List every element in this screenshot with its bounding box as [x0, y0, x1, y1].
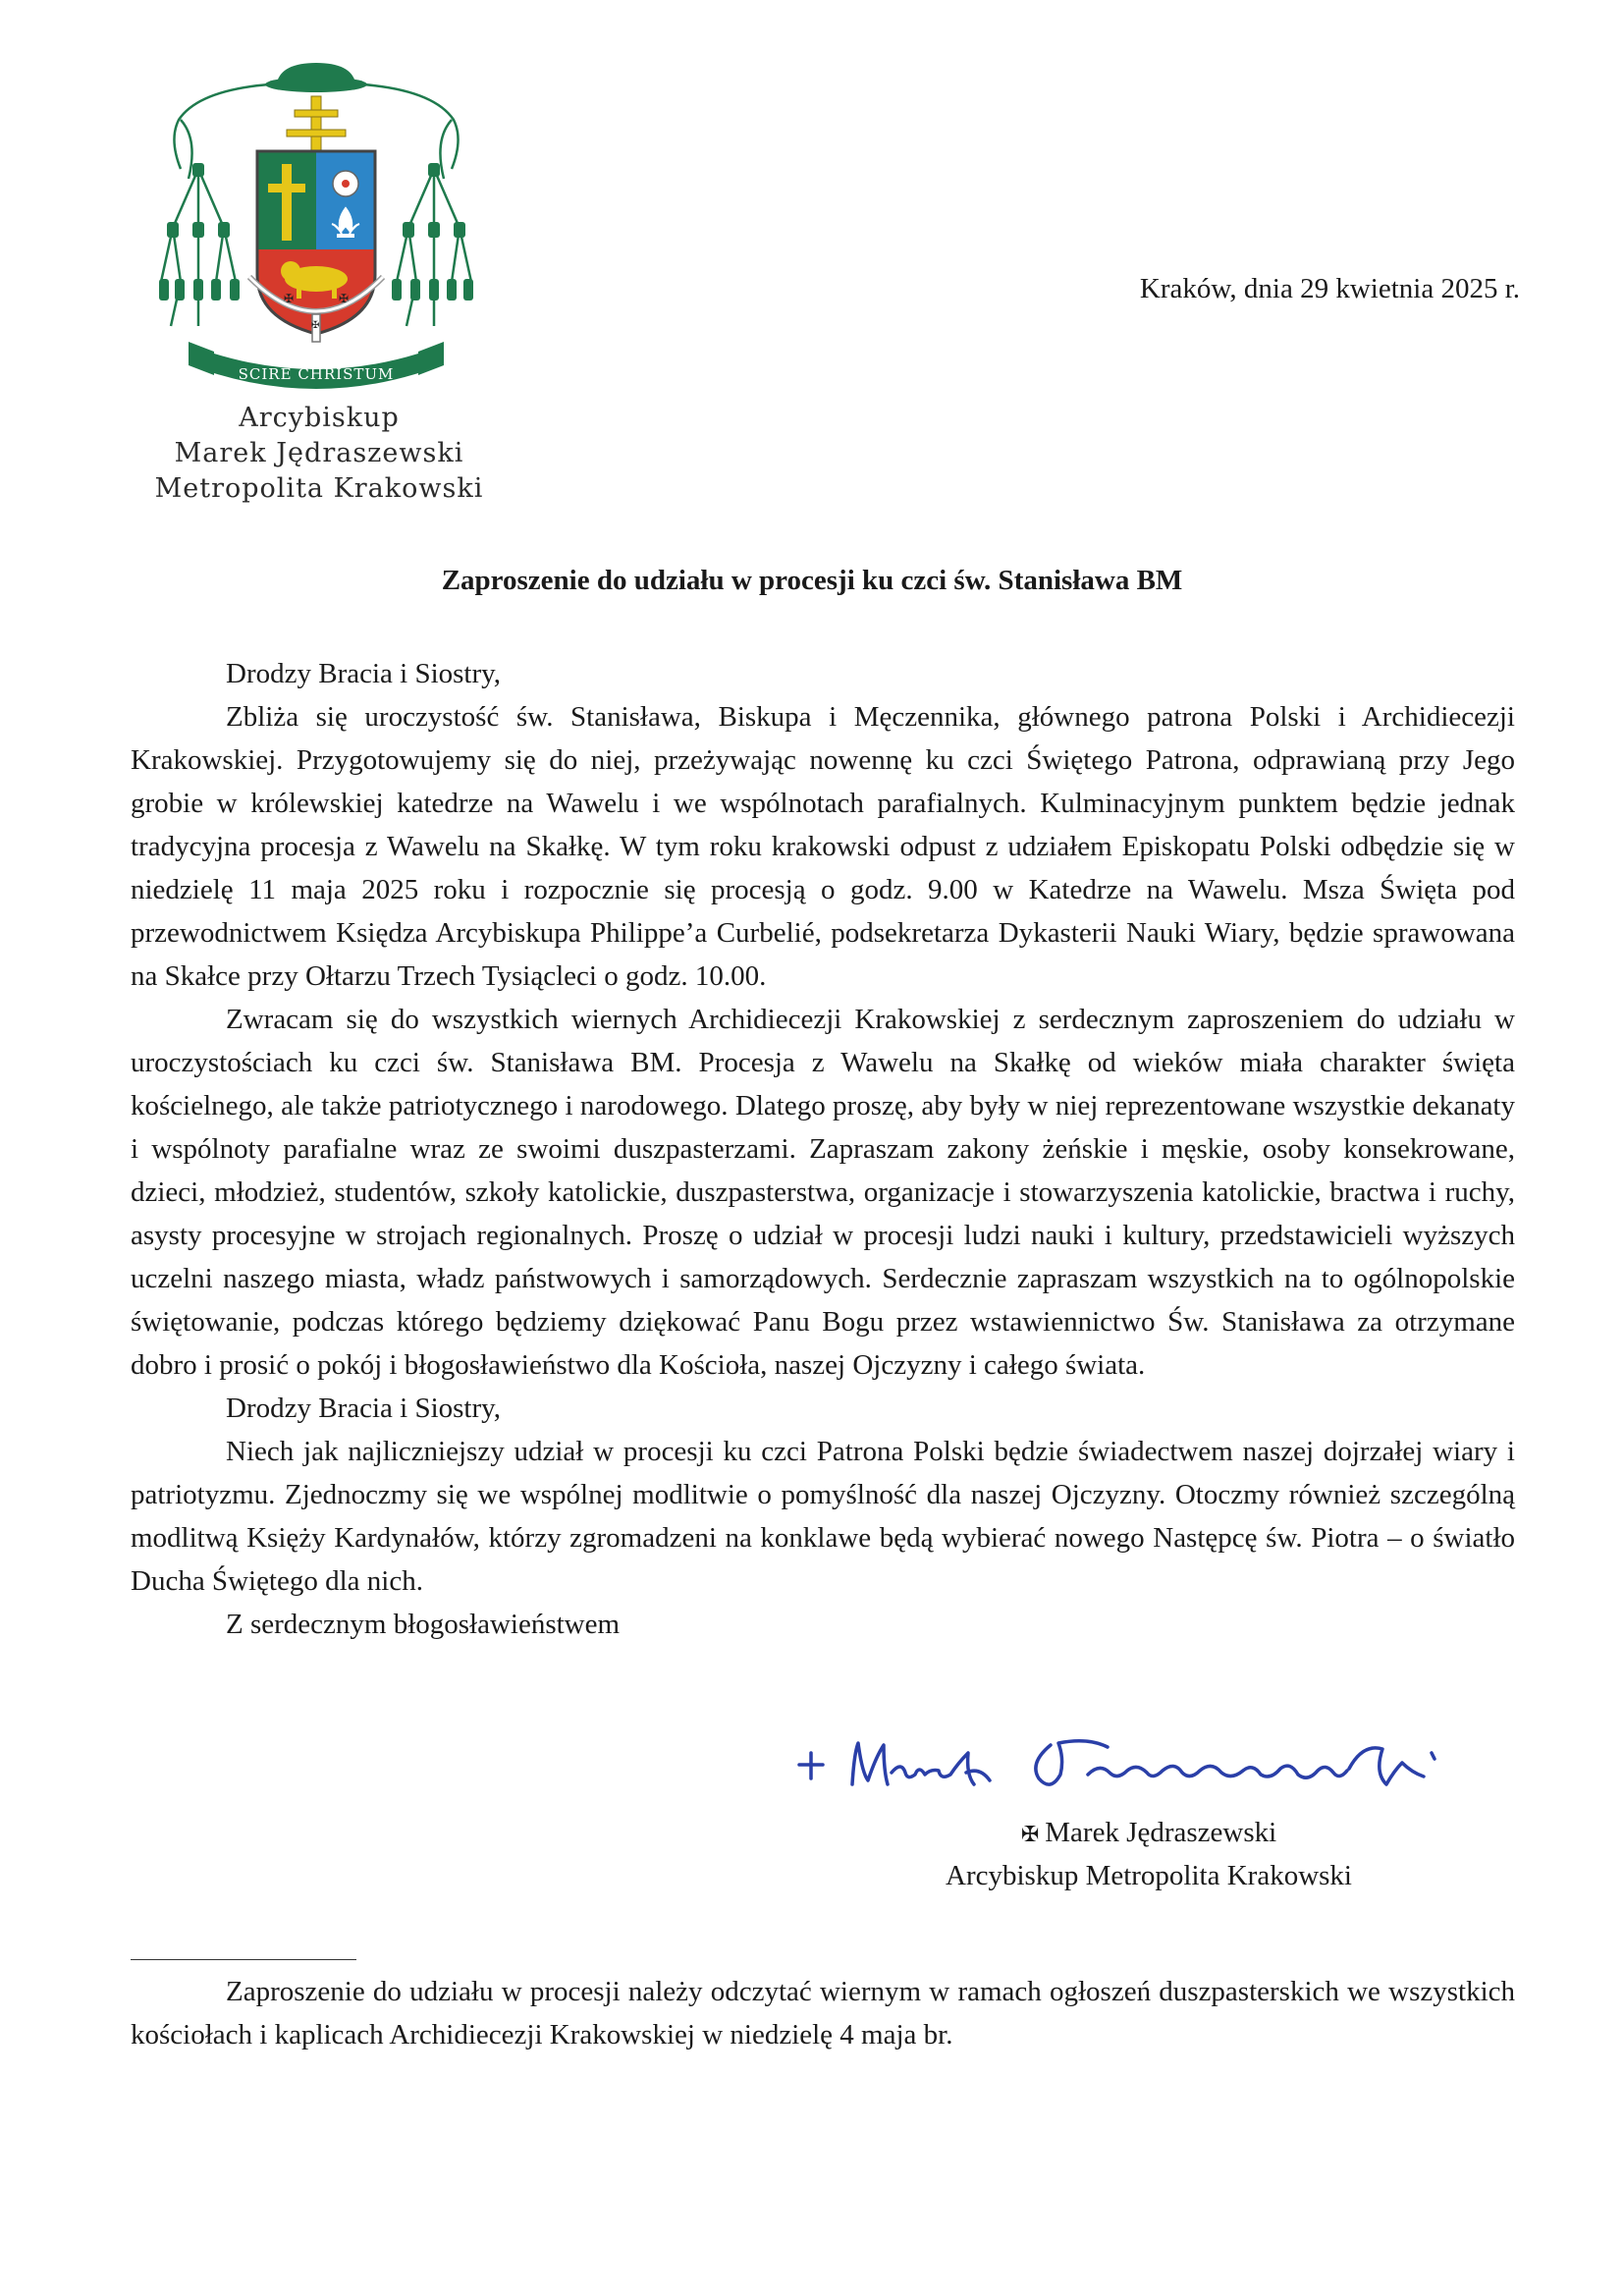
paragraph: Zbliża się uroczystość św. Stanisława, Biskupa i Męczennika, głównego patrona Polski i Archidiecezji Krakowskiej. Przygotowujemy się do niej, przeżywając nowennę ku czci Świętego Patrona, odprawianą przy Jego grobie w królewskiej katedrze na Wawelu i we wspólnotach parafialnych. Kulminacyjnym punktem będzie jednak tradycyjna procesja z Wawelu na Skałkę. W tym roku krakowski odpust z udziałem Episkopatu Polski odbędzie się w niedzielę 11 maja 2025 roku i rozpocznie się procesją o godz. 9.00 w Katedrze na Wawelu. Msza Święta pod przewodnictwem Księdza Arcybiskupa Philippe’a Curbelié, podsekretarza Dykasterii Nauki Wiary, będzie sprawowana na Skałce przy Ołtarzu Trzech Tysiącleci o godz. 10.00. [131, 701, 1515, 992]
letter-date: Kraków, dnia 29 kwietnia 2025 r. [1139, 273, 1520, 304]
svg-text:✠: ✠ [339, 292, 350, 305]
issuer-title: Metropolita Krakowski [154, 473, 484, 504]
signer-title: Arcybiskup Metropolita Krakowski [946, 1860, 1352, 1891]
salutation: Drodzy Bracia i Siostry, [226, 1393, 502, 1424]
coat-of-arms-emblem [159, 61, 473, 395]
salutation: Drodzy Bracia i Siostry, [226, 658, 502, 689]
closing: Z serdecznym błogosławieństwem [226, 1609, 621, 1640]
footnote-divider [131, 1959, 356, 1960]
signer-block [903, 1812, 1394, 1897]
svg-text:✠: ✠ [284, 292, 295, 305]
issuer-name: Marek Jędraszewski [174, 438, 464, 468]
handwritten-signature [793, 1723, 1461, 1812]
galero-crown [277, 63, 355, 82]
motto-text: SCIRE CHRISTUM [238, 365, 395, 383]
issuer-rank: Arcybiskup [239, 403, 400, 433]
paragraph: Zwracam się do wszystkich wiernych Archidiecezji Krakowskiej z serdecznym zaproszeniem do udziału w uroczystościach ku czci św. Stanisława BM. Procesja z Wawelu na Skałkę od wieków miała charakter święta kościelnego, ale także patriotycznego i narodowego. Dlatego proszę, aby były w niej reprezentowane wszystkie dekanaty i wspólnoty parafialne wraz ze swoimi duszpasterzami. Zapraszam zakony żeńskie i męskie, osoby konsekrowane, dzieci, młodzież, studentów, szkoły katolickie, duszpasterstwa, organizacje i stowarzyszenia katolickie, bractwa i ruchy, asysty procesyjne w strojach regionalnych. Proszę o udział w procesji ludzi nauki i kultury, przedstawicieli wyższych uczelni naszego miasta, władz państwowych i samorządowych. Serdecznie zapraszam wszystkich na to ogólnopolskie świętowanie, podczas którego będziemy dziękować Panu Bogu przez wstawiennictwo Św. Stanisława za otrzymane dobro i prosić o pokój i błogosławieństwo dla Kościoła, naszej Ojczyzny i całego świata. [131, 1004, 1515, 1381]
archbishop-cross-icon: ✠ [1020, 1822, 1040, 1846]
footnote [131, 1970, 1515, 2056]
svg-text:✠: ✠ [311, 320, 320, 331]
paragraph: Niech jak najliczniejszy udział w procesji ku czci Patrona Polski będzie świadectwem naszej dojrzałej wiary i patriotyzmu. Zjednoczmy się we wspólnej modlitwie o pomyślność dla naszej Ojczyzny. Otoczmy również szczególną modlitwą Księży Kardynałów, którzy zgromadzeni na konklawe będą wybierać nowego Następcę św. Piotra – o światło Ducha Świętego dla nich. [131, 1436, 1515, 1597]
shield [257, 151, 375, 334]
signer-name: Marek Jędraszewski [1045, 1817, 1277, 1848]
issuer-block [137, 401, 501, 507]
letter-body [131, 652, 1515, 1646]
footnote-text: Zaproszenie do udziału w procesji należy odczytać wiernym w ramach ogłoszeń duszpasterskich we wszystkich kościołach i kaplicach Archidiecezji Krakowskiej w niedzielę 4 maja br. [131, 1976, 1515, 2050]
letter-title: Zaproszenie do udziału w procesji ku czci św. Stanisława BM [441, 565, 1183, 596]
